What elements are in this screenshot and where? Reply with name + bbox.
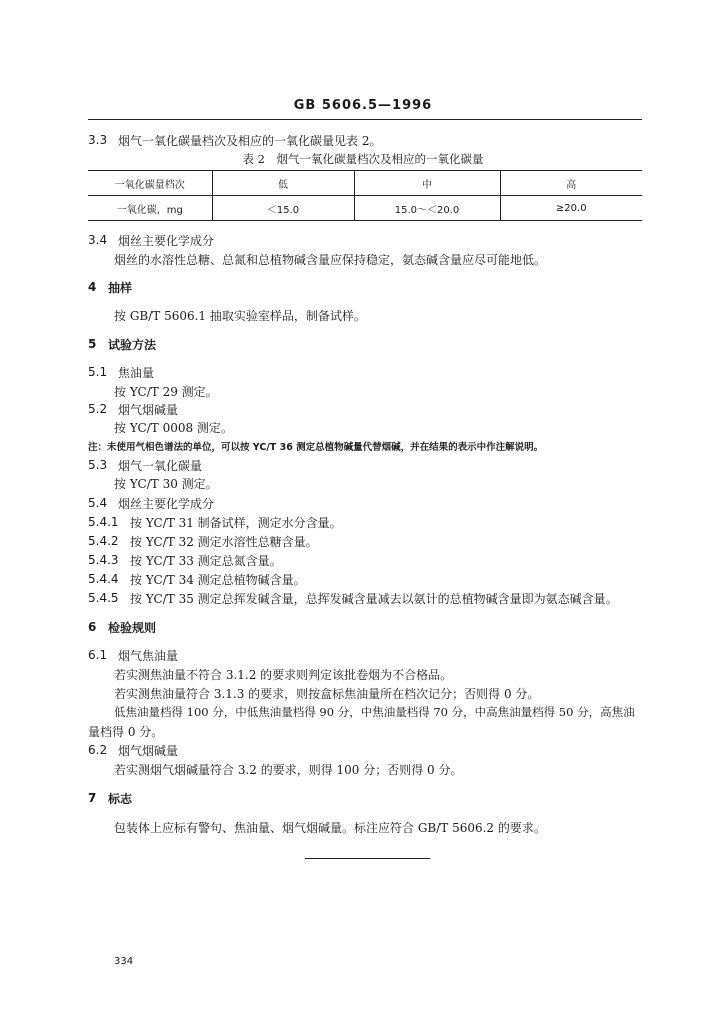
table-cell: ≥20.0 [500, 196, 642, 221]
table-header-cell: 一氧化碳量档次 [88, 171, 212, 196]
section-4-body: 按 GB/T 5606.1 抽取实验室样品，制备试样。 [114, 309, 366, 323]
section-5-1-title: 焦油量 [118, 366, 155, 380]
section-3-3-text: 烟气一氧化碳量档次及相应的一氧化碳量见表 2。 [118, 134, 382, 148]
section-5-3-title: 烟气一氧化碳量 [118, 459, 203, 473]
section-4-title: 抽样 [108, 281, 133, 295]
section-6-1-title: 烟气焦油量 [118, 649, 179, 663]
section-5-2-title: 烟气烟碱量 [118, 403, 179, 417]
section-5-2-note: 注：未使用气相色谱法的单位，可以按 YC/T 36 测定总植物碱量代替烟碱，并在结果的表示中作注解说明。 [88, 442, 544, 453]
section-5-4-number: 5.4 [88, 496, 108, 510]
table-2-caption: 表 2 烟气一氧化碳量档次及相应的一氧化碳量 [242, 152, 484, 166]
section-6-2-number: 6.2 [88, 743, 108, 757]
section-5-3-body: 按 YC/T 30 测定。 [114, 477, 218, 491]
header-rule [88, 119, 642, 120]
section-5-4-title: 烟丝主要化学成分 [118, 497, 215, 511]
page-number: 334 [114, 956, 134, 967]
section-6-title: 检验规则 [108, 621, 157, 635]
section-6-number: 6 [88, 620, 97, 634]
table-header-cell: 高 [500, 171, 642, 196]
subsection-number: 5.4.4 [88, 572, 119, 586]
subsection-text: 按 YC/T 33 测定总氮含量。 [130, 554, 282, 568]
section-5-2-number: 5.2 [88, 402, 108, 416]
section-7-title: 标志 [108, 792, 133, 806]
subsection-text: 按 YC/T 35 测定总挥发碱含量，总挥发碱含量减去以氨计的总植物碱含量即为氨态碱含量。 [130, 592, 618, 606]
section-3-4-body: 烟丝的水溶性总糖、总氮和总植物碱含量应保持稳定，氨态碱含量应尽可能地低。 [114, 253, 547, 267]
section-6-2-title: 烟气烟碱量 [118, 744, 179, 758]
section-6-1-para-cont: 量档得 0 分。 [88, 725, 164, 739]
table-header-row [88, 171, 642, 196]
subsection-text: 按 YC/T 31 制备试样，测定水分含量。 [130, 516, 342, 530]
section-5-title: 试验方法 [108, 338, 157, 352]
section-6-1-para: 若实测焦油量不符合 3.1.2 的要求则判定该批卷烟为不合格品。 [114, 668, 453, 682]
section-3-4-title: 烟丝主要化学成分 [118, 234, 215, 248]
section-6-1-para: 若实测焦油量符合 3.1.3 的要求，则按盒标焦油量所在档次记分；否则得 0 分。 [114, 687, 540, 701]
end-rule [305, 858, 430, 859]
subsection-number: 5.4.3 [88, 553, 119, 567]
section-7-number: 7 [88, 791, 97, 805]
table-row [88, 196, 642, 221]
section-3-3-number: 3.3 [88, 133, 108, 147]
section-6-1-para: 低焦油量档得 100 分，中低焦油量档得 90 分，中焦油量档得 70 分，中高焦油量档得 50 分，高焦油 [114, 705, 635, 719]
table-cell: 15.0～＜20.0 [354, 196, 500, 221]
subsection-number: 5.4.1 [88, 515, 119, 529]
section-5-1-body: 按 YC/T 29 测定。 [114, 385, 218, 399]
subsection-number: 5.4.2 [88, 534, 119, 548]
table-cell: 一氧化碳，mg [88, 196, 212, 221]
section-6-2-para: 若实测烟气烟碱量符合 3.2 的要求，则得 100 分；否则得 0 分。 [114, 763, 463, 777]
table-header-cell: 中 [354, 171, 500, 196]
section-3-4-number: 3.4 [88, 233, 108, 247]
table-cell: ＜15.0 [212, 196, 354, 221]
subsection-number: 5.4.5 [88, 591, 119, 605]
section-7-body: 包装体上应标有警句、焦油量、烟气烟碱量。标注应符合 GB/T 5606.2 的要求。 [114, 821, 546, 835]
section-6-1-number: 6.1 [88, 648, 108, 662]
section-4-number: 4 [88, 280, 97, 294]
document-header: GB 5606.5—1996 [293, 98, 433, 113]
table-header-cell: 低 [212, 171, 354, 196]
table-2 [88, 170, 642, 221]
section-5-number: 5 [88, 337, 97, 351]
subsection-text: 按 YC/T 32 测定水溶性总糖含量。 [130, 535, 318, 549]
section-5-2-body: 按 YC/T 0008 测定。 [114, 421, 233, 435]
subsection-text: 按 YC/T 34 测定总植物碱含量。 [130, 573, 306, 587]
section-5-1-number: 5.1 [88, 365, 108, 379]
section-5-3-number: 5.3 [88, 458, 108, 472]
